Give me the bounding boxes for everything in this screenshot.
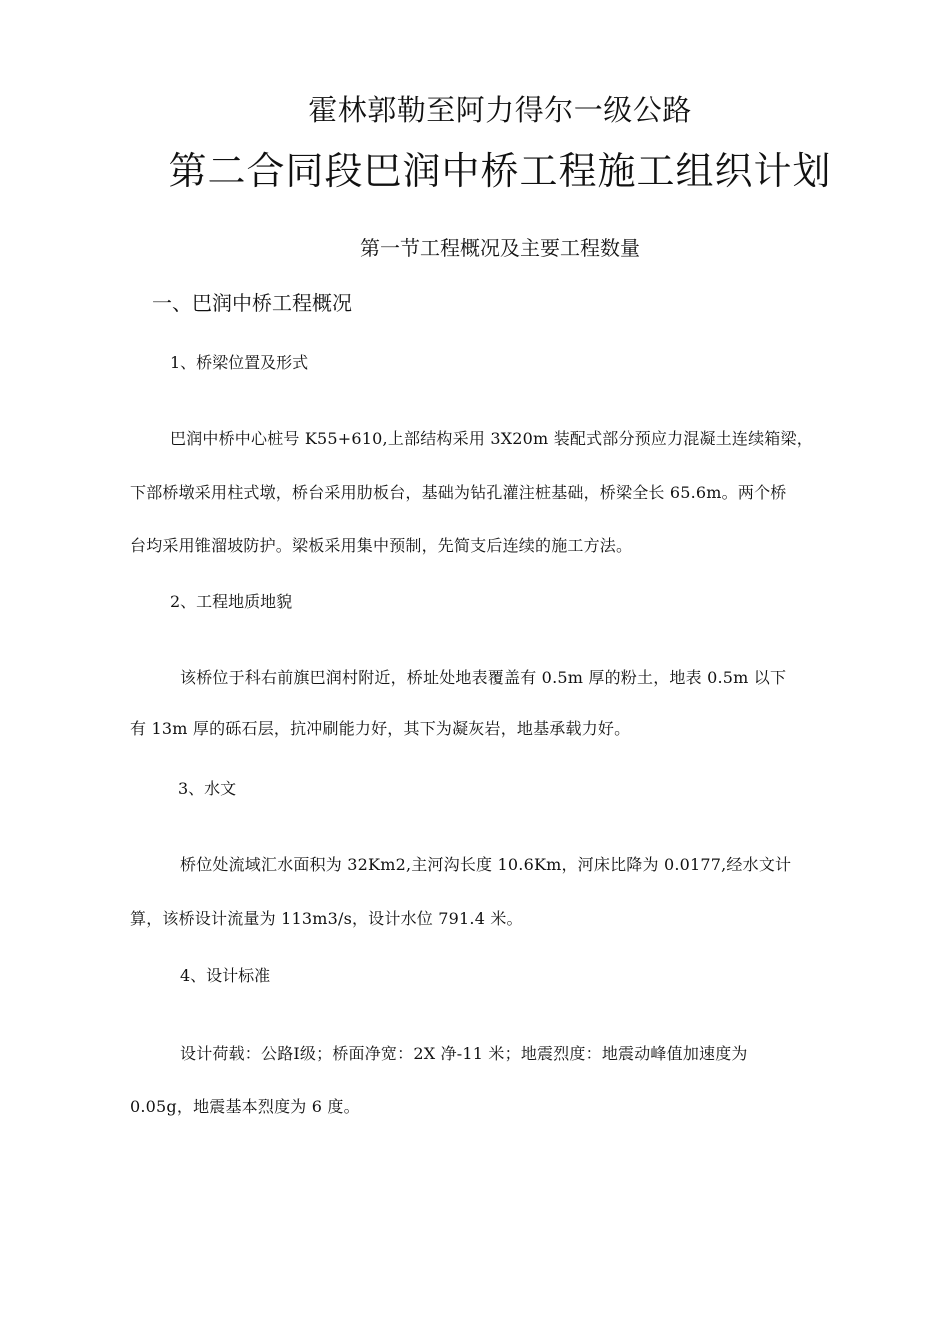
paragraph-line: 台均采用锥溜坡防护。梁板采用集中预制，先简支后连续的施工方法。 <box>130 536 633 555</box>
paragraph-line: 下部桥墩采用柱式墩，桥台采用肋板台，基础为钻孔灌注桩基础，桥梁全长 65.6m。两个桥 <box>130 483 787 502</box>
document-title-line2: 第二合同段巴润中桥工程施工组织计划 <box>168 149 832 193</box>
paragraph-line: 设计荷载：公路Ⅰ级；桥面净宽：2X 净-11 米；地震烈度：地震动峰值加速度为 <box>180 1044 748 1063</box>
paragraph-line: 算，该桥设计流量为 113m3/s，设计水位 791.4 米。 <box>130 909 523 928</box>
subsection-heading-4: 4、设计标准 <box>180 966 271 985</box>
document-title-line1: 霍林郭勒至阿力得尔一级公路 <box>308 93 692 127</box>
subsection-heading-1: 1、桥梁位置及形式 <box>170 353 309 372</box>
subsection-heading-3: 3、水文 <box>178 779 237 798</box>
chapter-heading: 一、巴润中桥工程概况 <box>152 291 352 315</box>
subsection-heading-2: 2、工程地质地貌 <box>170 592 293 611</box>
paragraph-line: 有 13m 厚的砾石层，抗冲刷能力好，其下为凝灰岩，地基承载力好。 <box>130 719 631 738</box>
paragraph-line: 桥位处流域汇水面积为 32Km2,主河沟长度 10.6Km，河床比降为 0.0177,经水文计 <box>180 855 792 874</box>
section-title: 第一节工程概况及主要工程数量 <box>360 236 640 260</box>
paragraph-line: 该桥位于科右前旗巴润村附近，桥址处地表覆盖有 0.5m 厚的粉土，地表 0.5m 以下 <box>180 668 787 687</box>
paragraph-line: 巴润中桥中心桩号 K55+610,上部结构采用 3X20m 装配式部分预应力混凝土连续箱梁， <box>170 429 813 448</box>
paragraph-line: 0.05g，地震基本烈度为 6 度。 <box>130 1097 360 1116</box>
